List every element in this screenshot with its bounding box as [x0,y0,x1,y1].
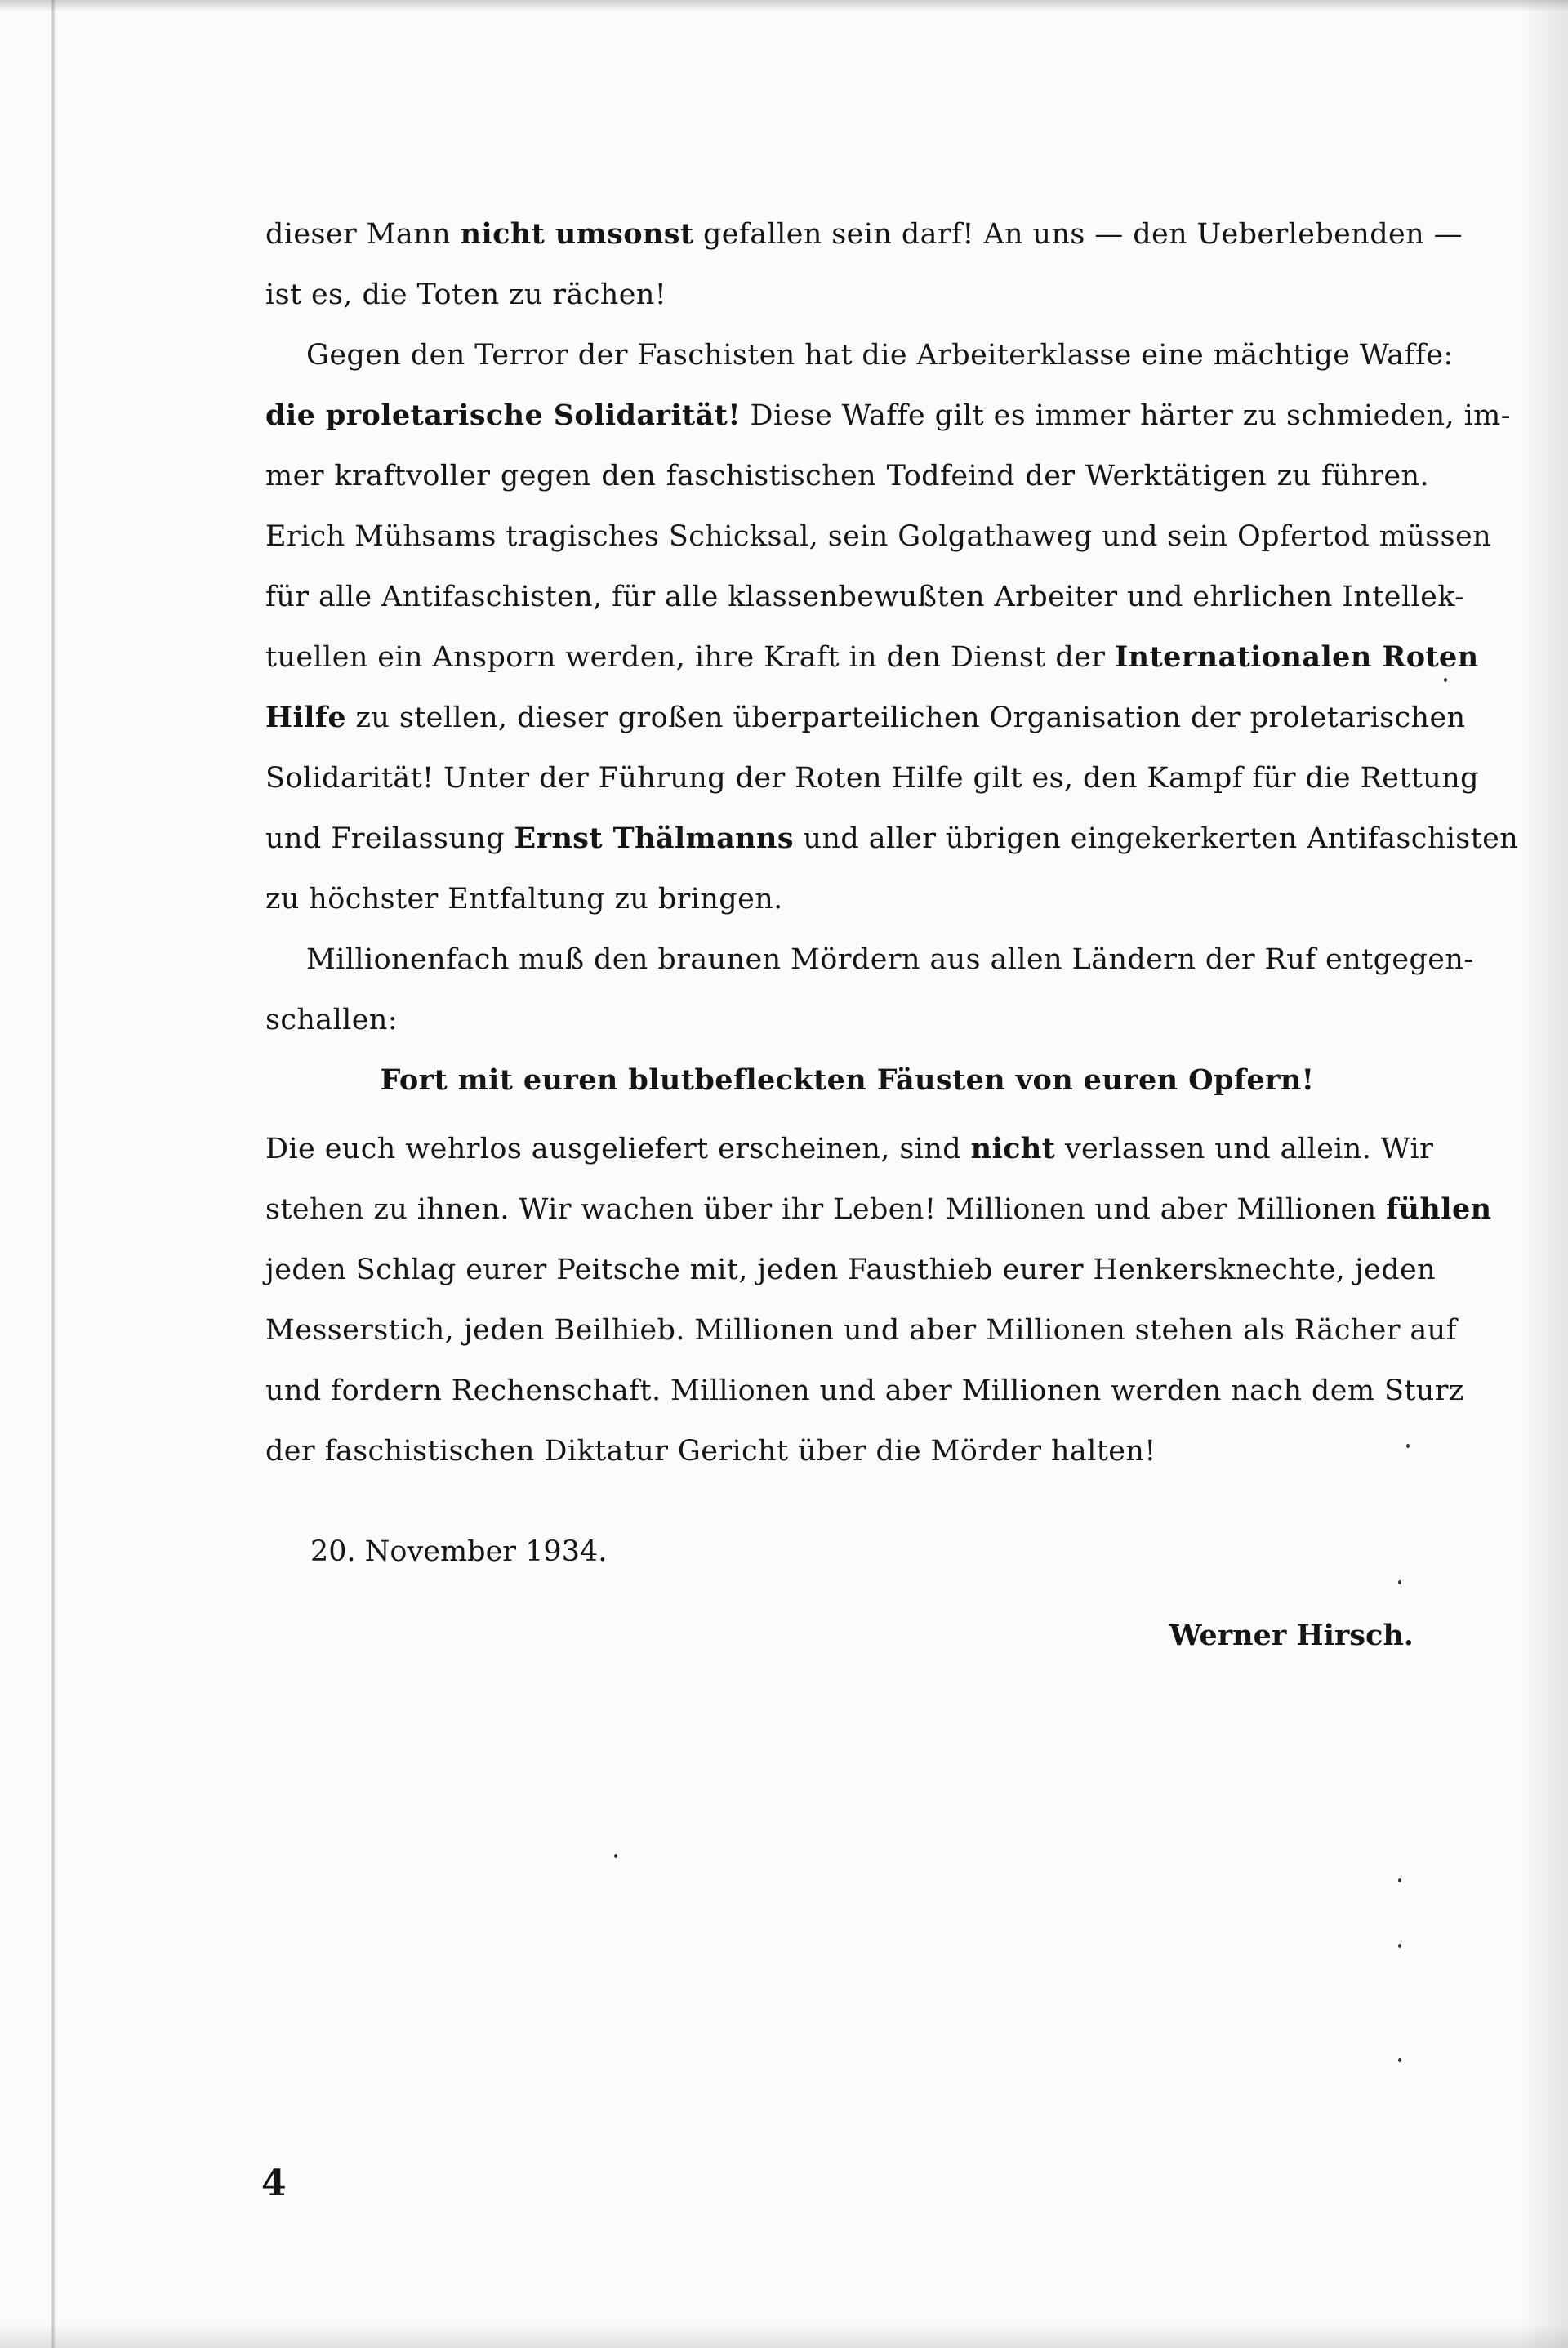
scan-speck [1398,1878,1401,1882]
text-line [265,929,1474,990]
scan-speck [614,1854,617,1858]
bold-run: Hilfe [265,701,346,734]
text-run: tuellen ein Ansporn werden, ihre Kraft in den Dienst der [265,641,1115,674]
text-run: und fordern Rechenschaft. Millionen und aber Millionen werden nach dem Sturz [265,1374,1464,1407]
text-run: dieser Mann [265,218,461,251]
text-line [265,869,1429,929]
text-run: verlassen und allein. Wir [1055,1133,1434,1165]
scan-speck [1398,1580,1401,1584]
text-run: Gegen den Terror der Faschisten hat die Arbeiterklasse eine mächtige Waffe: [306,339,1454,372]
text-line [265,1361,1464,1421]
scan-edge-bottom [0,2323,1568,2348]
text-run: Die euch wehrlos ausgeliefert erscheinen, sind [265,1133,971,1165]
bold-run: Fort mit euren blutbefleckten Fäusten von euren Opfern! [380,1063,1315,1097]
scan-edge-left [51,0,56,2348]
text-line [265,748,1479,809]
text-run: und aller übrigen eingekerkerten Antifaschisten [793,822,1519,855]
text-line [265,627,1479,688]
text-run: Millionenfach muß den braunen Mördern aus allen Ländern der Ruf entgegen- [306,943,1474,976]
text-run: Diese Waffe gilt es immer härter zu schmieden, im- [741,399,1511,432]
date-line: 20. November 1934. [310,1535,608,1568]
text-line [265,809,1519,869]
text-run: Messerstich, jeden Beilhieb. Millionen und aber Millionen stehen als Rächer auf [265,1314,1457,1347]
text-line [265,506,1492,567]
text-run: für alle Antifaschisten, für alle klassenbewußten Arbeiter und ehrlichen Intellek- [265,581,1465,613]
text-run: Solidarität! Unter der Führung der Roten Hilfe gilt es, den Kampf für die Rettung [265,762,1479,795]
scan-edge-right [1519,0,1568,2348]
text-line [265,446,1429,506]
text-line [265,688,1466,748]
text-line [265,567,1465,627]
text-line [265,1300,1457,1361]
text-run: zu stellen, dieser großen überparteilichen Organisation der proletarischen [346,702,1466,734]
signature: Werner Hirsch. [1169,1619,1414,1652]
text-line [265,325,1454,385]
bold-run: Ernst Thälmanns [514,822,794,855]
text-run: schallen: [265,1004,399,1036]
bold-run: nicht umsonst [460,217,694,251]
text-line [265,1179,1492,1240]
scan-speck [1398,2058,1401,2062]
text-line [265,1119,1434,1179]
bold-run: nicht [970,1132,1056,1165]
text-run: gefallen sein darf! An uns — den Ueberlebenden — [693,218,1463,251]
page-number: 4 [261,2163,287,2204]
text-run: ist es, die Toten zu rächen! [265,278,667,311]
text-run: Erich Mühsams tragisches Schicksal, sein Golgathaweg und sein Opfertod müssen [265,520,1492,553]
text-line [265,385,1511,446]
text-run: mer kraftvoller gegen den faschistischen Todfeind der Werktätigen zu führen. [265,460,1429,492]
scan-speck [1398,1944,1401,1948]
bold-run: fühlen [1386,1192,1492,1226]
text-line [265,1421,1429,1481]
emphasis-line [265,1050,1429,1111]
text-line [265,1240,1437,1300]
scan-speck [1444,678,1447,682]
text-run: der faschistischen Diktatur Gericht über die Mörder halten! [265,1435,1156,1468]
scan-edge-top [0,0,1568,11]
text-line [265,990,1429,1050]
text-run: stehen zu ihnen. Wir wachen über ihr Leben! Millionen und aber Millionen [265,1193,1387,1226]
text-line [265,204,1463,265]
bold-run: Internationalen Roten [1114,640,1479,674]
text-line [265,265,1429,325]
text-run: jeden Schlag eurer Peitsche mit, jeden Fausthieb eurer Henkersknechte, jeden [265,1254,1437,1286]
bold-run: die proletarische Solidarität! [265,399,742,432]
text-run: und Freilassung [265,822,514,855]
text-run: zu höchster Entfaltung zu bringen. [265,883,783,916]
